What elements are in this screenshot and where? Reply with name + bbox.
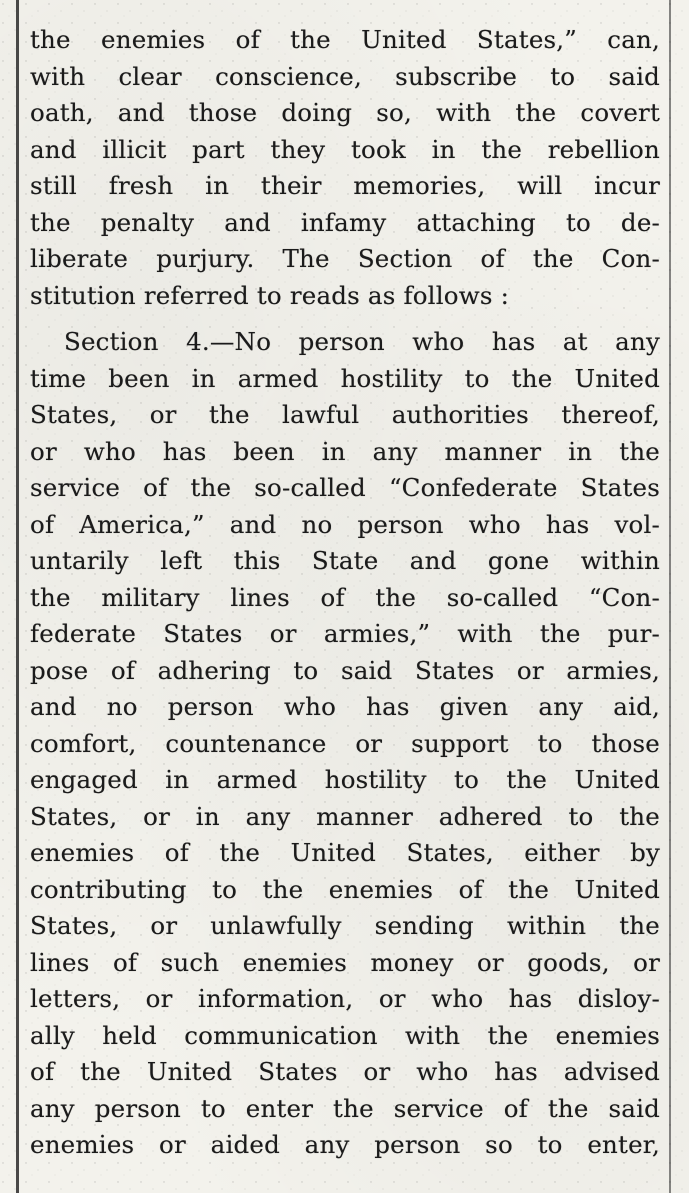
text-line: States, or in any manner adhered to the — [30, 801, 660, 831]
text-line: enemies of the United States, either by — [30, 838, 660, 867]
text-line: or who has been in any manner in the — [30, 436, 660, 466]
paragraph-gap — [30, 314, 660, 324]
text-line: comfort, countenance or support to those — [30, 728, 660, 758]
column-rule-left — [16, 0, 19, 1193]
text-line: engaged in armed hostility to the United — [30, 765, 660, 794]
paragraph-2 — [30, 324, 660, 1164]
text-line: still fresh in their memories, will incur — [30, 171, 660, 200]
article-column — [30, 22, 660, 1164]
text-line: stitution referred to reads as follows : — [30, 280, 510, 310]
text-line: lines of such enemies money or goods, or — [30, 947, 660, 977]
column-rule-right — [669, 0, 671, 1193]
text-line: oath, and those doing so, with the covert — [30, 98, 660, 127]
text-line: contributing to the enemies of the United — [30, 874, 660, 904]
text-line: and no person who has given any aid, — [30, 692, 660, 721]
text-line: States, or the lawful authorities thereof, — [30, 400, 660, 429]
text-line: letters, or information, or who has disloy- — [30, 984, 660, 1013]
text-line: time been in armed hostility to the United — [30, 363, 660, 393]
text-line: pose of adhering to said States or armies, — [30, 655, 660, 685]
text-line: and illicit part they took in the rebellion — [30, 134, 660, 164]
text-line: with clear conscience, subscribe to said — [30, 61, 660, 91]
text-line: service of the so-called “Confederate States — [30, 473, 660, 502]
text-line: the enemies of the United States,” can, — [30, 25, 660, 54]
text-line: liberate purjury. The Section of the Con- — [30, 244, 660, 273]
text-line: enemies or aided any person so to enter, — [30, 1130, 660, 1159]
text-line: the penalty and infamy attaching to de- — [30, 207, 660, 237]
text-line: States, or unlawfully sending within the — [30, 911, 660, 940]
text-line: the military lines of the so-called “Con- — [30, 582, 660, 612]
text-line: any person to enter the service of the said — [30, 1093, 660, 1123]
text-line: ally held communication with the enemies — [30, 1020, 660, 1050]
text-line: untarily left this State and gone within — [30, 546, 660, 575]
paragraph-1 — [30, 22, 660, 314]
text-line: of the United States or who has advised — [30, 1057, 660, 1086]
text-line: Section 4.—No person who has at any — [64, 327, 660, 356]
text-line: of America,” and no person who has vol- — [30, 509, 660, 539]
text-line: federate States or armies,” with the pur- — [30, 619, 660, 648]
